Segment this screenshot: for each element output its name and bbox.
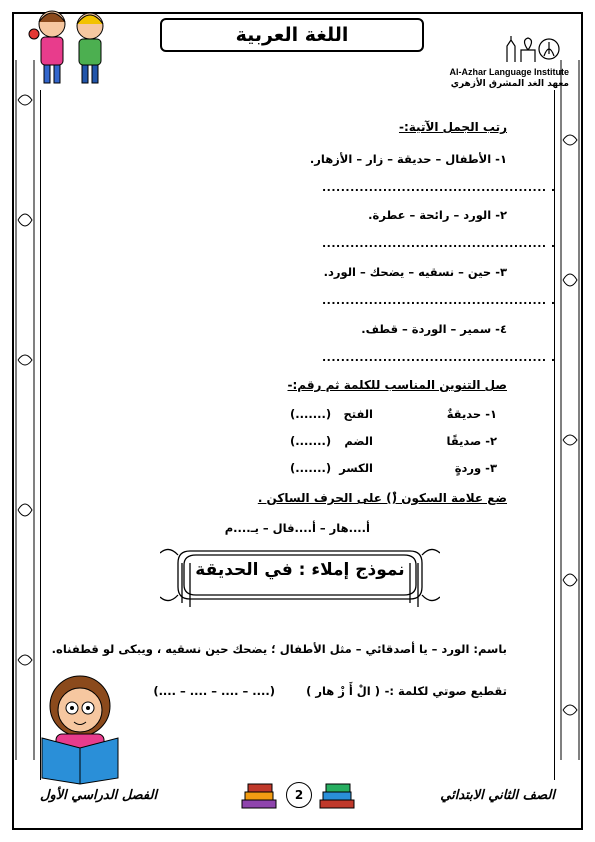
q1-title: رتب الجمل الآتية:-	[398, 120, 507, 134]
q1-item-4: ٤- سمير – الوردة – قطف.	[361, 322, 507, 336]
q1-answer-2: ................................................ .	[322, 237, 556, 250]
page-number: 2	[286, 782, 312, 808]
institute-logo	[497, 34, 567, 64]
q2-blank-3: (.......)	[290, 461, 332, 475]
q2-option-3: الكسر	[339, 461, 373, 475]
q1-answer-1: ................................................ .	[322, 181, 556, 194]
q1-item-3: ٣- حين – نسقيه – يضحك – الورد.	[323, 265, 507, 279]
institute-name-ar: معهد الغد المشرق الأزهري	[450, 79, 569, 89]
segment-word: ( الْ أَ زْ هار )	[306, 684, 380, 698]
books-icon-right	[318, 778, 356, 810]
q2-blank-1: (.......)	[290, 407, 332, 421]
q2-word-3: ٣- وردةٍ	[454, 461, 497, 475]
left-border-decoration	[14, 60, 36, 760]
segment-answer: (.... – .... – .... – ....)	[153, 684, 275, 698]
kids-illustration	[14, 4, 124, 86]
dictation-text: باسم: الورد – يا أصدقائي – مثل الأطفال ؛ يضحك حين نسقيه ، ويبكى لو قطفناه.	[51, 642, 507, 656]
q2-option-2: الضم	[344, 434, 373, 448]
q2-word-2: ٢- صديقًا	[446, 434, 497, 448]
subject-title: اللغة العربية	[160, 18, 424, 52]
institute-name-en: Al-Azhar Language Institute	[449, 67, 569, 77]
q1-answer-4: ................................................ .	[322, 351, 556, 364]
q1-item-2: ٢- الورد – رائحة – عطرة.	[368, 208, 507, 222]
q2-word-1: ١- حديقةٌ	[446, 407, 497, 421]
q1-item-1: ١- الأطفال – حديقة – زار – الأزهار.	[309, 152, 507, 166]
footer-grade: الصف الثاني الابتدائي	[440, 788, 555, 803]
q2-blank-2: (.......)	[290, 434, 332, 448]
dictation-title: نموذج إملاء : في الحديقة	[195, 560, 405, 580]
q1-answer-3: ................................................ .	[322, 294, 556, 307]
q2-title: صل التنوين المناسب للكلمة ثم رقم:-	[287, 378, 507, 392]
girl-reading-illustration	[32, 668, 128, 786]
q2-option-1: الفتح	[343, 407, 373, 421]
footer-term: الفصل الدراسي الأول	[40, 788, 158, 803]
segment-label: تقطيع صوتي لكلمة :-	[384, 684, 507, 698]
right-border-decoration	[559, 60, 581, 760]
q3-title: ضع علامة السكون (ْ) على الحرف الساكن .	[257, 491, 507, 505]
books-icon-left	[240, 778, 278, 810]
q3-line: أ....هار – أ....فال – يـ....م	[224, 521, 370, 535]
